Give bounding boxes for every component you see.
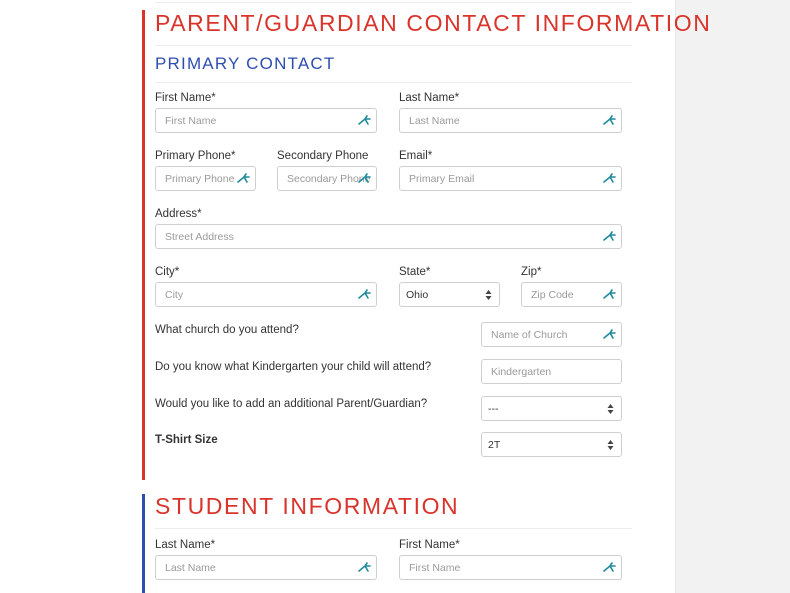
secondary-phone-placeholder: Secondary Phone xyxy=(287,172,371,185)
subtitle-divider xyxy=(155,82,632,83)
zip-placeholder: Zip Code xyxy=(531,288,574,301)
autofill-key-icon[interactable] xyxy=(603,562,616,573)
tshirt-size-select[interactable] xyxy=(481,432,622,457)
autofill-key-icon[interactable] xyxy=(358,289,371,300)
kindergarten-input[interactable] xyxy=(481,359,622,384)
address-label: Address* xyxy=(155,208,202,220)
student-first-name-input[interactable] xyxy=(399,555,622,580)
parent-first-name-input[interactable] xyxy=(155,108,377,133)
city-placeholder: City xyxy=(165,288,184,301)
student-last-name-input[interactable] xyxy=(155,555,377,580)
last-name-label: Last Name* xyxy=(399,92,460,104)
parent-section-title: PARENT/GUARDIAN CONTACT INFORMATION xyxy=(155,10,712,36)
student-last-name-placeholder: Last Name xyxy=(165,561,216,574)
first-name-label: First Name* xyxy=(155,92,216,104)
additional-guardian-question-label: Would you like to add an additional Parent/Guardian? xyxy=(155,398,428,410)
student-last-name-label: Last Name* xyxy=(155,539,216,551)
top-divider xyxy=(155,2,632,3)
primary-phone-placeholder: Primary Phone xyxy=(165,172,235,185)
state-selected-value: Ohio xyxy=(406,288,429,301)
secondary-phone-input[interactable] xyxy=(277,166,377,191)
church-input[interactable] xyxy=(481,322,622,347)
zip-label: Zip* xyxy=(521,266,542,278)
additional-guardian-select[interactable] xyxy=(481,396,622,421)
student-first-name-label: First Name* xyxy=(399,539,460,551)
autofill-key-icon[interactable] xyxy=(603,231,616,242)
email-input[interactable] xyxy=(399,166,622,191)
autofill-key-icon[interactable] xyxy=(358,562,371,573)
parent-last-name-placeholder: Last Name xyxy=(409,114,460,127)
autofill-key-icon[interactable] xyxy=(237,173,250,184)
tshirt-size-label: T-Shirt Size xyxy=(155,434,218,446)
parent-first-name-placeholder: First Name xyxy=(165,114,217,127)
select-caret-icon xyxy=(485,289,492,301)
church-question-label: What church do you attend? xyxy=(155,324,299,336)
autofill-key-icon[interactable] xyxy=(603,289,616,300)
city-label: City* xyxy=(155,266,180,278)
address-input[interactable] xyxy=(155,224,622,249)
parent-section-accent-bar xyxy=(142,10,145,480)
address-placeholder: Street Address xyxy=(165,230,234,243)
title-divider xyxy=(155,45,632,46)
select-caret-icon xyxy=(607,439,614,451)
zip-input[interactable] xyxy=(521,282,622,307)
church-placeholder: Name of Church xyxy=(491,328,568,341)
student-title-divider xyxy=(155,528,632,529)
secondary-phone-label: Secondary Phone xyxy=(277,150,369,162)
student-section-accent-bar xyxy=(142,494,145,593)
primary-phone-label: Primary Phone* xyxy=(155,150,236,162)
primary-contact-heading: PRIMARY CONTACT xyxy=(155,54,336,73)
parent-last-name-input[interactable] xyxy=(399,108,622,133)
page-side-margin xyxy=(662,0,790,593)
kindergarten-placeholder: Kindergarten xyxy=(491,365,552,378)
content-edge xyxy=(662,0,676,593)
email-placeholder: Primary Email xyxy=(409,172,475,185)
autofill-key-icon[interactable] xyxy=(358,115,371,126)
state-select[interactable] xyxy=(399,282,500,307)
student-section-title: STUDENT INFORMATION xyxy=(155,493,460,519)
tshirt-size-selected-value: 2T xyxy=(488,438,501,451)
student-first-name-placeholder: First Name xyxy=(409,561,461,574)
email-label: Email* xyxy=(399,150,433,162)
additional-guardian-selected-value: --- xyxy=(488,402,499,415)
autofill-key-icon[interactable] xyxy=(603,115,616,126)
city-input[interactable] xyxy=(155,282,377,307)
select-caret-icon xyxy=(607,403,614,415)
autofill-key-icon[interactable] xyxy=(603,173,616,184)
autofill-key-icon[interactable] xyxy=(358,173,371,184)
state-label: State* xyxy=(399,266,431,278)
autofill-key-icon[interactable] xyxy=(603,329,616,340)
primary-phone-input[interactable] xyxy=(155,166,256,191)
kindergarten-question-label: Do you know what Kindergarten your child will attend? xyxy=(155,361,432,373)
